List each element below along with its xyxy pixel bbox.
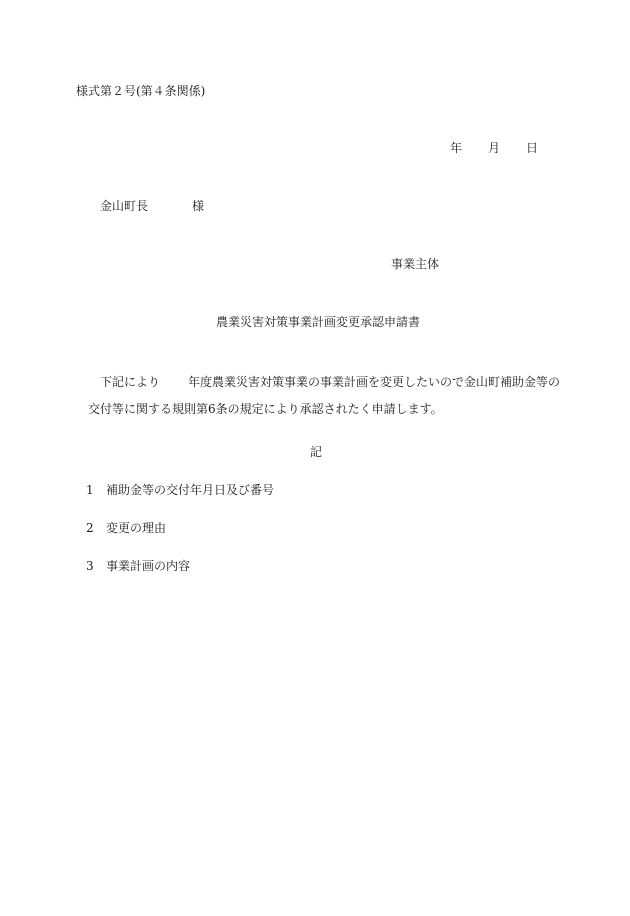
list-item	[86, 484, 274, 496]
list-item	[86, 522, 166, 534]
list-item-text: 変更の理由	[106, 521, 167, 535]
document-title: 農業災害対策事業計画変更承認申請書	[216, 315, 421, 329]
body-line-1-part-2: 年度農業災害対策事業の事業計画を変更したいので金山町補助金等の	[188, 375, 561, 389]
form-number: 様式第２号(第４条関係)	[76, 84, 206, 98]
date-day-label: 日	[526, 141, 539, 155]
list-item-number: 1	[86, 483, 94, 497]
list-item	[86, 560, 190, 572]
list-item-text: 事業計画の内容	[106, 559, 191, 573]
date-year-label: 年	[450, 141, 463, 155]
body-paragraph-line-2: 交付等に関する規則第6条の規定により承認されたく申請します。	[88, 402, 443, 416]
date-month-label: 月	[488, 141, 501, 155]
date-line	[450, 142, 538, 154]
addressee-name: 金山町長	[100, 199, 149, 213]
list-item-text: 補助金等の交付年月日及び番号	[106, 483, 275, 497]
record-mark: 記	[310, 445, 323, 459]
body-line-1-part-1: 下記により	[100, 375, 161, 389]
list-item-number: 3	[86, 559, 94, 573]
addressee	[100, 200, 204, 212]
list-item-number: 2	[86, 521, 94, 535]
applicant-label: 事業主体	[391, 257, 440, 271]
addressee-honorific: 様	[192, 199, 205, 213]
body-paragraph-line-1	[100, 376, 560, 388]
